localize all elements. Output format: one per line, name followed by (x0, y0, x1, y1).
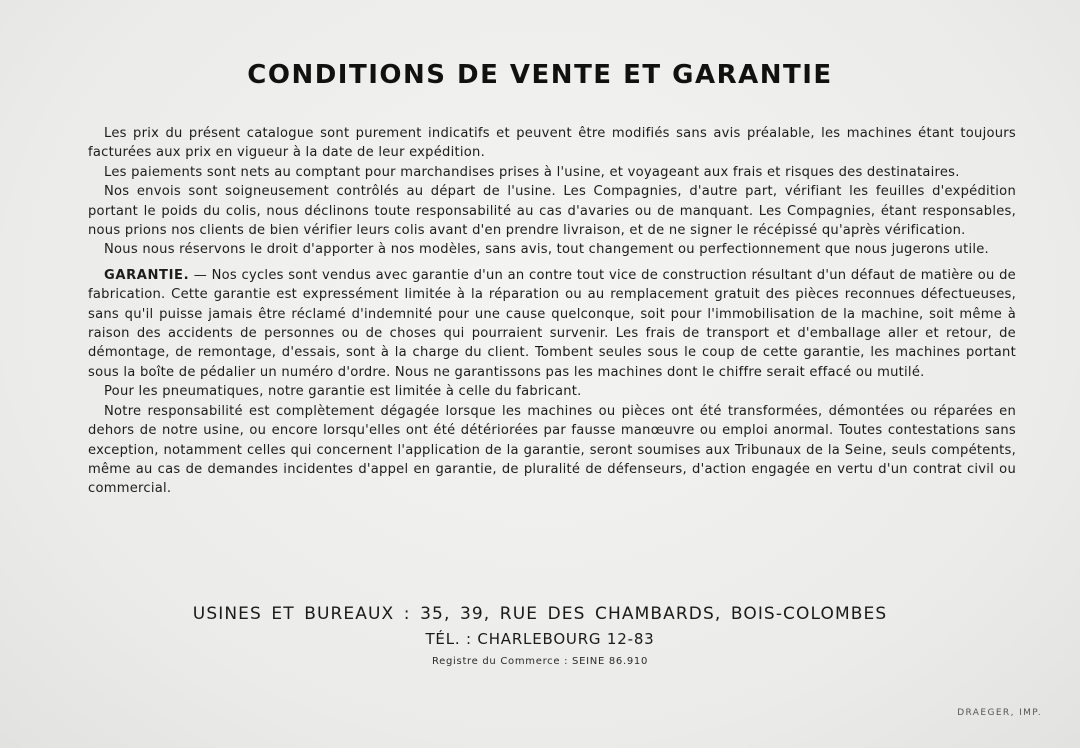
paragraph-envois: Nos envois sont soigneusement contrôlés au départ de l'usine. Les Compagnies, d'autre part, vérifiant les feuilles d'expédition portant le poids du colis, nous déclinons toute responsabilité au cas d'avaries ou de manquant. Les Compagnies, étant responsables, nous prions nos clients de bien vérifier leurs colis avant d'en prendre livraison, et de ne signer le récépissé qu'après vérification. (88, 184, 1016, 239)
conditions-body (88, 124, 1016, 499)
paragraph-pneumatiques: Pour les pneumatiques, notre garantie est limitée à celle du fabricant. (104, 384, 582, 400)
paragraph-garantie (88, 266, 1016, 382)
footer-address: USINES ET BUREAUX : 35, 39, RUE DES CHAMBARDS, BOIS-COLOMBES (192, 604, 888, 624)
footer-registre: Registre du Commerce : SEINE 86.910 (431, 656, 649, 667)
garantie-label: GARANTIE. (104, 267, 190, 283)
paragraph-paiements: Les paiements sont nets au comptant pour marchandises prises à l'usine, et voyageant aux frais et risques des destinataires. (104, 164, 960, 180)
printer-mark: DRAEGER, IMP. (957, 708, 1042, 718)
paragraph-modeles: Nous nous réservons le droit d'apporter à nos modèles, sans avis, tout changement ou perfectionnement que nous jugerons utile. (104, 242, 989, 258)
garantie-text: — Nos cycles sont vendus avec garantie d'un an contre tout vice de construction résultant d'un défaut de matière ou de fabrication. Cette garantie est expressément limitée à la réparation ou au remplacement gratuit des pièces reconnues défectueuses, sans qu'il puisse jamais être réclamé d'indemnité pour une cause quelconque, soit pour l'immobilisation de la machine, soit même à raison des accidents de personnes ou de choses qui pourraient survenir. Les frais de transport et d'emballage aller et retour, de démontage, de remontage, d'essais, sont à la charge du client. Tombent seules sous le coup de cette garantie, les machines portant sous la boîte de pédalier un numéro d'ordre. Nous ne garantissons pas les machines dont le chiffre serait effacé ou mutilé. (88, 267, 1016, 380)
footer-telephone: TÉL. : CHARLEBOURG 12-83 (425, 630, 655, 648)
paragraph-prix: Les prix du présent catalogue sont purement indicatifs et peuvent être modifiés sans avis préalable, les machines étant toujours facturées aux prix en vigueur à la date de leur expédition. (88, 126, 1016, 161)
page-title: CONDITIONS DE VENTE ET GARANTIE (247, 60, 833, 90)
paragraph-responsabilite: Notre responsabilité est complètement dégagée lorsque les machines ou pièces ont été transformées, démontées ou réparées en dehors de notre usine, ou encore lorsqu'elles ont été détériorées par fausse manœuvre ou emploi anormal. Toutes contestations sans exception, notamment celles qui concernent l'application de la garantie, seront soumises aux Tribunaux de la Seine, seuls compétents, même au cas de demandes incidentes d'appel en garantie, de pluralité de défenseurs, d'action engagée en vertu d'un contrat civil ou commercial. (88, 403, 1016, 497)
